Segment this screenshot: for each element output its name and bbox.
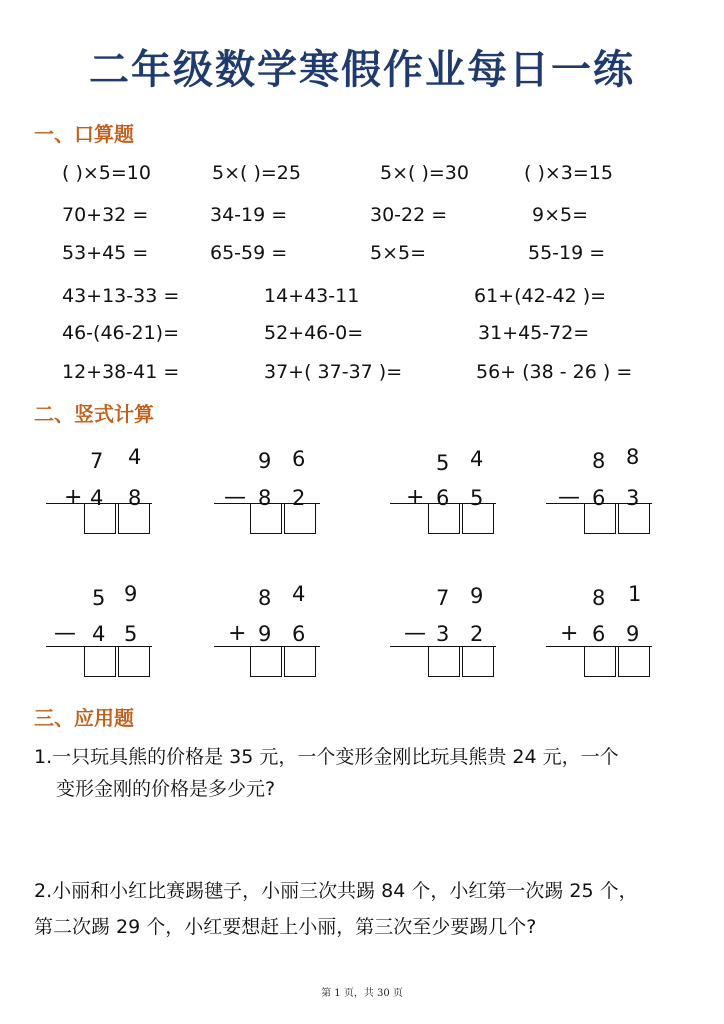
digit: 7 (90, 449, 104, 473)
oral-item: 65-59 = (210, 242, 288, 264)
answer-box[interactable] (84, 646, 116, 677)
vertical-problem (546, 445, 656, 545)
oral-item: 5×( )=30 (380, 162, 469, 184)
digit: 9 (626, 622, 640, 646)
digit: 4 (470, 447, 484, 471)
operator: + (406, 485, 425, 510)
digit: 4 (90, 486, 104, 510)
oral-item: 34-19 = (210, 204, 288, 226)
digit: 3 (436, 622, 450, 646)
oral-item: 31+45-72= (478, 322, 590, 344)
answer-box[interactable] (618, 503, 650, 534)
vertical-problem (46, 580, 156, 680)
oral-item: 61+(42-42 )= (474, 285, 607, 307)
digit: 2 (292, 486, 306, 510)
oral-item: 55-19 = (528, 242, 606, 264)
oral-item: 43+13-33 = (62, 285, 180, 307)
digit: 4 (92, 622, 106, 646)
digit: 9 (258, 622, 272, 646)
answer-box[interactable] (618, 646, 650, 677)
digit: 6 (292, 447, 306, 471)
operator: — (54, 621, 76, 646)
page-footer: 第 1 页，共 30 页 (321, 988, 403, 999)
digit: 5 (470, 486, 484, 510)
section-heading-word-problems: 三、应用题 (34, 706, 134, 730)
digit: 9 (470, 584, 484, 608)
question-1-line-1: 1.一只玩具熊的价格是 35 元，一个变形金刚比玩具熊贵 24 元，一个 (34, 746, 619, 768)
digit: 5 (124, 622, 138, 646)
page-title: 二年级数学寒假作业每日一练 (89, 47, 635, 93)
digit: 8 (258, 586, 272, 610)
oral-item: 9×5= (532, 204, 589, 226)
oral-item: 53+45 = (62, 242, 149, 264)
digit: 2 (470, 622, 484, 646)
operator: + (64, 485, 83, 510)
answer-box[interactable] (250, 646, 282, 677)
answer-box[interactable] (284, 646, 316, 677)
oral-item: 5×5= (370, 242, 427, 264)
answer-box[interactable] (118, 503, 150, 534)
answer-box[interactable] (584, 646, 616, 677)
operator: + (560, 621, 579, 646)
digit: 8 (128, 486, 142, 510)
digit: 8 (592, 449, 606, 473)
oral-item: 56+ (38 - 26 ) = (476, 361, 633, 383)
digit: 8 (592, 586, 606, 610)
vertical-problem (390, 580, 500, 680)
oral-item: 37+( 37-37 )= (264, 361, 403, 383)
oral-item: 5×( )=25 (212, 162, 301, 184)
digit: 8 (626, 445, 640, 469)
answer-box[interactable] (118, 646, 150, 677)
oral-item: 70+32 = (62, 204, 149, 226)
answer-box[interactable] (84, 503, 116, 534)
vertical-problem (214, 580, 324, 680)
answer-box[interactable] (284, 503, 316, 534)
oral-item: 30-22 = (370, 204, 448, 226)
answer-box[interactable] (428, 503, 460, 534)
digit: 4 (128, 445, 142, 469)
digit: 1 (628, 582, 642, 606)
vertical-problem (214, 445, 324, 545)
question-2-line-1: 2.小丽和小红比赛踢毽子，小丽三次共踢 84 个，小红第一次踢 25 个， (34, 880, 638, 902)
question-1-line-2: 变形金刚的价格是多少元? (56, 778, 276, 800)
section-heading-vertical: 二、竖式计算 (34, 402, 154, 426)
operator: — (404, 621, 426, 646)
vertical-problem (46, 445, 156, 545)
digit: 6 (436, 486, 450, 510)
digit: 6 (292, 622, 306, 646)
oral-item: 52+46-0= (264, 322, 364, 344)
oral-item: 46-(46-21)= (62, 322, 179, 344)
digit: 9 (258, 449, 272, 473)
oral-item: 12+38-41 = (62, 361, 180, 383)
vertical-problem (390, 445, 500, 545)
section-heading-oral: 一、口算题 (34, 122, 134, 146)
digit: 8 (258, 486, 272, 510)
vertical-problem (546, 580, 656, 680)
digit: 6 (592, 622, 606, 646)
answer-box[interactable] (462, 503, 494, 534)
oral-item: 14+43-11 (264, 285, 360, 307)
digit: 9 (124, 582, 138, 606)
operator: + (228, 621, 247, 646)
digit: 5 (92, 586, 106, 610)
digit: 3 (626, 486, 640, 510)
operator: — (558, 485, 580, 510)
oral-item: ( )×5=10 (62, 162, 151, 184)
digit: 4 (292, 582, 306, 606)
oral-item: ( )×3=15 (524, 162, 613, 184)
operator: — (224, 485, 246, 510)
answer-box[interactable] (250, 503, 282, 534)
digit: 6 (592, 486, 606, 510)
answer-box[interactable] (584, 503, 616, 534)
digit: 7 (436, 586, 450, 610)
answer-box[interactable] (428, 646, 460, 677)
answer-box[interactable] (462, 646, 494, 677)
question-2-line-2: 第二次踢 29 个，小红要想赶上小丽，第三次至少要踢几个? (34, 916, 537, 938)
digit: 5 (436, 451, 450, 475)
